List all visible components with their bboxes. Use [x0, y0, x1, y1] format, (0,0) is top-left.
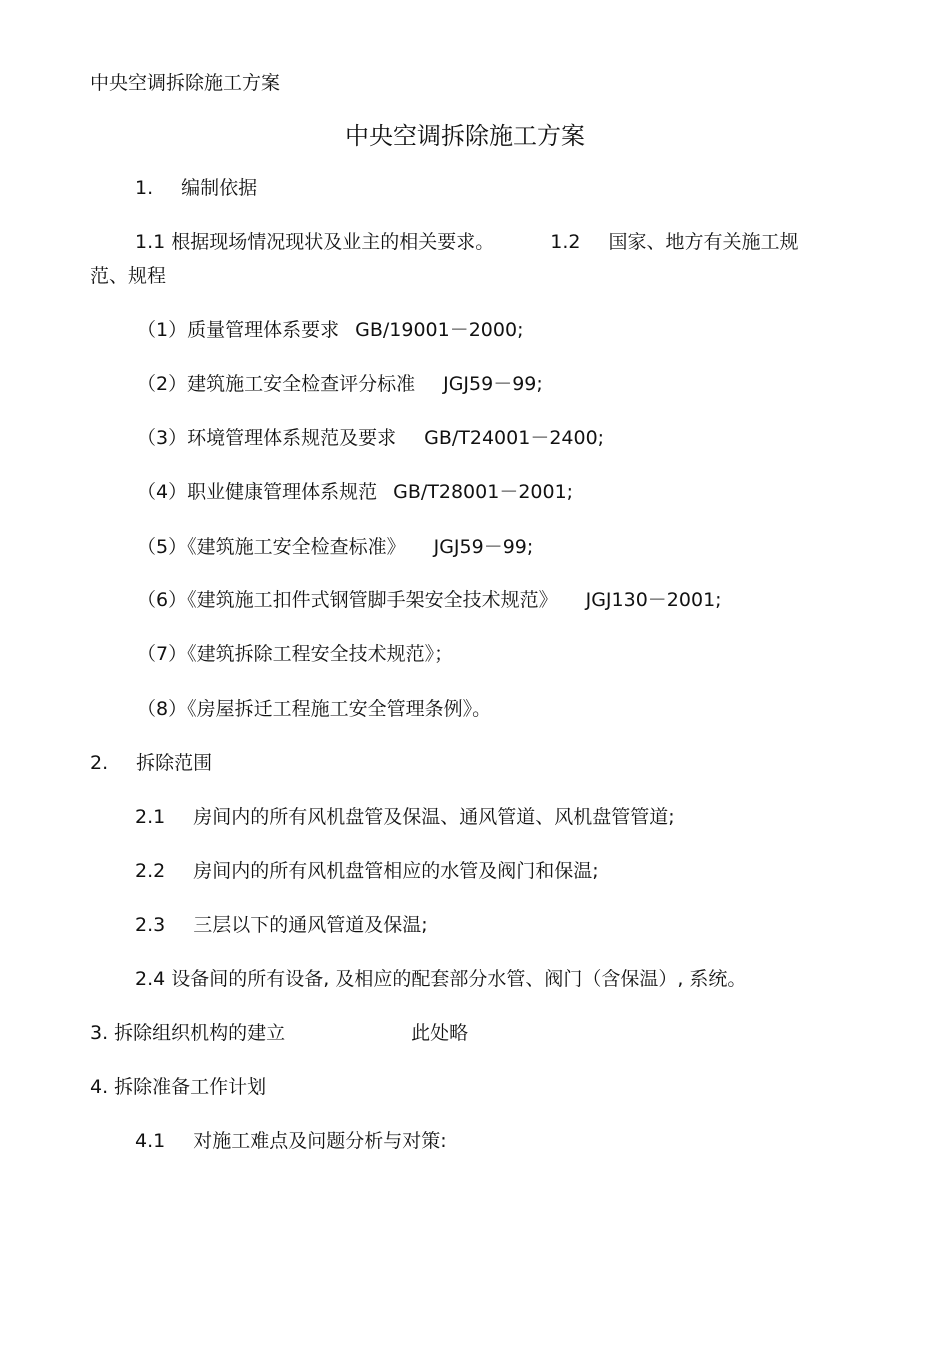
clause-1-2-continuation: 范、规程 [90, 265, 167, 287]
scope-item [135, 966, 746, 992]
reference-item [137, 534, 533, 560]
reference-text: 质量管理体系要求 [187, 319, 340, 341]
page-header: 中央空调拆除施工方案 [90, 72, 281, 94]
reference-item [137, 317, 523, 343]
section-3-heading [90, 1020, 468, 1046]
reference-code: GB/T28001－2001; [393, 481, 574, 503]
reference-text: 《建筑施工扣件式钢管脚手架安全技术规范》 [187, 589, 558, 611]
reference-number: （5） [137, 536, 188, 558]
reference-text: 环境管理体系规范及要求 [187, 427, 397, 449]
reference-number: （1） [137, 319, 188, 341]
reference-number: （3） [137, 427, 188, 449]
scope-number: 2.3 [135, 914, 166, 936]
reference-text: 建筑施工安全检查评分标准 [187, 373, 416, 395]
reference-number: （8） [137, 698, 188, 720]
scope-item [135, 912, 428, 938]
clause-number: 1.1 [135, 231, 166, 253]
clause-1-1-and-1-2 [135, 229, 799, 255]
clause-text: 国家、地方有关施工规 [608, 231, 799, 253]
scope-number: 2.2 [135, 860, 166, 882]
reference-item [137, 371, 543, 397]
reference-item [137, 587, 722, 613]
section-2-heading [90, 750, 212, 776]
section-title: 拆除范围 [136, 752, 213, 774]
clause-text: 根据现场情况现状及业主的相关要求。 [171, 231, 495, 253]
section-number: 1. [135, 177, 154, 199]
reference-code: JGJ130－2001; [585, 589, 722, 611]
scope-text: 设备间的所有设备, 及相应的配套部分水管、阀门（含保温）, 系统。 [171, 968, 747, 990]
section-1-heading [135, 175, 257, 201]
reference-text: 《建筑施工安全检查标准》 [187, 536, 406, 558]
section-note: 此处略 [411, 1022, 469, 1044]
scope-number: 2.1 [135, 806, 166, 828]
clause-4-1 [135, 1128, 447, 1154]
document-title: 中央空调拆除施工方案 [345, 122, 585, 150]
reference-text: 《建筑拆除工程安全技术规范》； [187, 643, 454, 665]
reference-number: （2） [137, 373, 188, 395]
scope-item [135, 858, 599, 884]
clause-number: 1.2 [550, 231, 581, 253]
reference-code: JGJ59－99; [443, 373, 543, 395]
reference-number: （7） [137, 643, 188, 665]
reference-code: GB/19001－2000; [355, 319, 524, 341]
reference-number: （6） [137, 589, 188, 611]
reference-text: 《房屋拆迁工程施工安全管理条例》。 [187, 698, 492, 720]
clause-text: 对施工难点及问题分析与对策: [193, 1130, 447, 1152]
reference-item [137, 479, 573, 505]
reference-item [137, 425, 604, 451]
scope-text: 房间内的所有风机盘管相应的水管及阀门和保温; [193, 860, 599, 882]
section-number: 2. [90, 752, 109, 774]
reference-text: 职业健康管理体系规范 [187, 481, 378, 503]
section-4-heading: 4. 拆除准备工作计划 [90, 1076, 267, 1098]
section-title: 编制依据 [181, 177, 258, 199]
reference-item [137, 696, 491, 722]
reference-code: JGJ59－99; [433, 536, 534, 558]
reference-code: GB/T24001－2400; [424, 427, 605, 449]
reference-number: （4） [137, 481, 188, 503]
clause-number: 4.1 [135, 1130, 166, 1152]
section-title: 3. 拆除组织机构的建立 [90, 1022, 286, 1044]
scope-number: 2.4 [135, 968, 166, 990]
reference-item [137, 641, 453, 667]
scope-text: 房间内的所有风机盘管及保温、通风管道、风机盘管管道; [193, 806, 675, 828]
scope-item [135, 804, 675, 830]
scope-text: 三层以下的通风管道及保温; [193, 914, 428, 936]
